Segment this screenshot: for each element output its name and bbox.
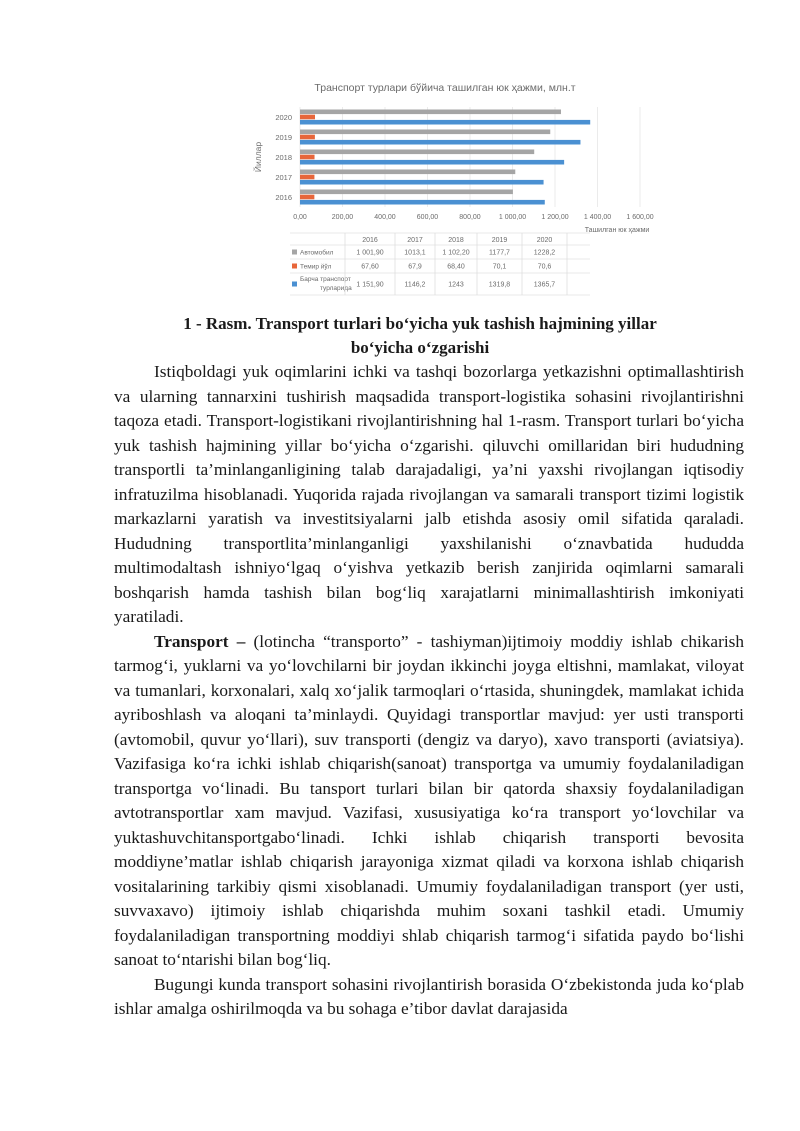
table-cell: 68,40: [447, 263, 465, 271]
x-tick-label: 0,00: [293, 214, 307, 221]
table-cell: 1319,8: [488, 281, 511, 289]
body-text: [114, 360, 744, 1022]
y-tick-label: 2017: [275, 173, 292, 182]
bar-all-transport: [300, 120, 590, 125]
table-header: 2017: [407, 237, 423, 244]
chart-title: Транспорт турлари бўйича ташилган юк ҳажми, млн.т: [314, 82, 576, 94]
table-cell: 70,1: [492, 263, 507, 271]
chart-figure: [245, 75, 654, 305]
y-tick-label: 2020: [275, 113, 292, 122]
bar-automobile: [300, 170, 515, 175]
legend-marker: [292, 250, 297, 255]
x-tick-label: 600,00: [416, 214, 439, 221]
x-tick-label: 1 000,00: [498, 214, 527, 221]
bar-automobile: [300, 130, 550, 135]
x-tick-label: 1 600,00: [626, 214, 654, 221]
figure-caption-line1: 1 - Rasm. Transport turlari bo‘yicha yuk tashish hajmining yillar: [183, 314, 657, 333]
table-cell: 1243: [448, 281, 464, 289]
table-cell: 1013,1: [404, 249, 426, 257]
table-cell: 67,60: [361, 263, 379, 271]
x-axis-label: Ташилган юк ҳажми: [584, 227, 650, 234]
legend-label: Барча транспорт: [300, 276, 351, 283]
table-cell: 1 102,20: [442, 249, 470, 257]
paragraph-2: [114, 630, 744, 973]
bar-railway: [300, 115, 315, 120]
bar-all-transport: [300, 200, 545, 205]
table-cell: 1 151,90: [356, 281, 384, 289]
bar-railway: [300, 155, 315, 160]
x-tick-label: 200,00: [331, 214, 354, 221]
legend-label: Темир йўл: [300, 263, 332, 271]
legend-label: Автомобил: [300, 249, 334, 257]
table-cell: 67,9: [408, 263, 422, 271]
figure-caption-line2: bo‘yicha o‘zgarishi: [350, 338, 490, 357]
y-axis-label: Йиллар: [253, 141, 263, 173]
bar-railway: [300, 175, 314, 180]
bar-automobile: [300, 150, 534, 155]
table-cell: 70,6: [537, 263, 552, 271]
paragraph-1: Istiqboldagi yuk oqimlarini ichki va tashqi bozorlarga yetkazishni optimallashtirish va ularning tannarxini tushirish maqsadida transport-logistika sohasini rivojlantirishni taqoza etadi. Transport-logistikani rivojlantirishning hal 1-rasm. Transport turlari bo‘yicha yuk tashish hajmining yillar bo‘yicha o‘zgarishi. qiluvchi omillaridan biri hududning transportli ta’minlanganligining talab darajadaligi, ya’ni yaxshi rivojlangan iqtisodiy infratuzilma hisoblanadi. Yuqorida rajada rivojlangan va samarali transport tizimi logistik markazlarni yaratish va investitsiyalarni jalb etishda asosiy omil sifatida qaraladi. Hududning transportlita’minlanganligi yaxshilanishi o‘znavbatida hududda multimodaltash ishniyo‘lgaq o‘yishva yetkazib berish zanjirida oqimlarni samarali boshqarish hamda tashish bilan bog‘liq xarajatlarni minimallashtirish imkoniyati yaratiladi.: [114, 362, 744, 626]
table-cell: 1177,7: [489, 249, 510, 257]
bar-railway: [300, 135, 315, 140]
bar-automobile: [300, 190, 513, 195]
legend-marker: [292, 264, 297, 269]
paragraph-3: Bugungi kunda transport sohasini rivojlantirish borasida O‘zbekistonda juda ko‘plab ishlar amalga oshirilmoqda va bu sohaga e’tibor davlat darajasida: [114, 974, 744, 1018]
term-transport: Transport –: [154, 631, 246, 651]
table-header: 2016: [362, 237, 378, 244]
x-tick-label: 1 200,00: [541, 214, 569, 221]
table-cell: 1 001,90: [356, 249, 384, 257]
table-cell: 1146,2: [404, 281, 426, 289]
paragraph-2-text: (lotincha “transporto” - tashiyman)ijtimoiy moddiy ishlab chikarish tarmog‘i, yuklarni va yo‘lovchilarni bir joydan ikkinchi joyga eltishni, mamlakat, viloyat va tumanlari, korxonalari, xalq xo‘jalik tarmoqlari o‘rtasida, shuningdek, mamlakat ichida ayriboshlash va aloqani ta’minlaydi. Quyidagi transportlar mavjud: yer usti transporti (avtomobil, quvur yo‘llari), suv transporti (dengiz va daryo), xavo transporti (aviatsiya). Vazifasiga ko‘ra ichki ishlab chiqarish(sanoat) transportga va umumiy foydalaniladigan transportga vo‘linadi. Bu tansport turlari bilan bir qatorda shaxsiy foydalaniladigan avtotransportlar xam mavjud. Vazifasi, xususiyatiga ko‘ra transport yo‘lovchilar va yuktashuvchitansportgabo‘linadi. Ichki ishlab chiqarish transporti bevosita moddiyne’matlar ishlab chiqarish jarayoniga xizmat qiladi va korxona ishlab chiqarish vositalarining tarkibiy qismi xisoblanadi. Umumiy foydalaniladigan transport (yer usti, suvvaxavo) ijtimoiy ishlab chiqarishda muhim soxani tashkil etadi. Umumiy foydalaniladigan transportning moddiyi shlab chiqarish tarmog‘i sifatida paydo bo‘lishi sanoat to‘ntarishi bilan bog‘liq.: [114, 631, 745, 969]
y-tick-label: 2019: [275, 133, 292, 142]
x-tick-label: 1 400,00: [583, 214, 612, 221]
y-tick-label: 2018: [275, 153, 292, 162]
bar-all-transport: [300, 140, 580, 145]
legend-marker: [292, 282, 297, 287]
table-header: 2019: [491, 237, 508, 244]
bar-automobile: [300, 110, 561, 115]
y-tick-label: 2016: [275, 193, 292, 202]
table-header: 2018: [448, 237, 464, 244]
table-header: 2020: [536, 237, 553, 244]
bar-all-transport: [300, 160, 564, 165]
bar-chart: [245, 75, 654, 305]
table-cell: 1365,7: [533, 281, 556, 289]
bar-all-transport: [300, 180, 544, 185]
x-tick-label: 400,00: [374, 214, 396, 221]
legend-label: турларида: [320, 285, 352, 292]
x-tick-label: 800,00: [459, 214, 481, 221]
bar-railway: [300, 195, 314, 200]
table-cell: 1228,2: [533, 249, 556, 257]
